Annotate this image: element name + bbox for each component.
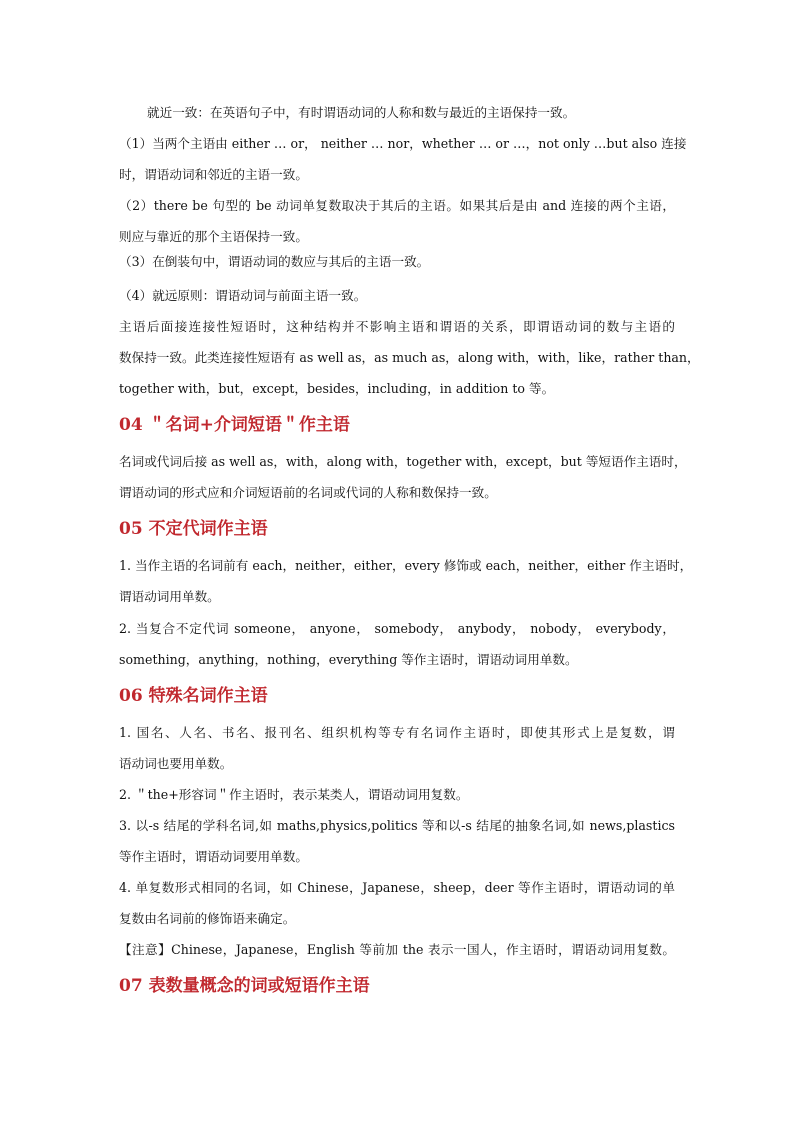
intro-line-7: （4）就远原则：谓语动词与前面主语一致。 — [119, 288, 367, 303]
section-05-line-3: 2. 当复合不定代词 someone， anyone， somebody， anybody， nobody， everybody， — [119, 621, 675, 636]
intro-line-6: （3）在倒装句中，谓语动词的数应与其后的主语一致。 — [119, 254, 430, 269]
section-06-line-7: 复数由名词前的修饰语来确定。 — [119, 911, 296, 926]
intro-line-8: 主语后面接连接性短语时，这种结构并不影响主语和谓语的关系，即谓语动词的数与主语的 — [119, 319, 675, 334]
section-05-line-4: something，anything，nothing，everything 等作主语时，谓语动词用单数。 — [119, 652, 578, 667]
section-06-line-3: 2. ＂the+形容词＂作主语时，表示某类人，谓语动词用复数。 — [119, 787, 469, 802]
intro-line-1: 就近一致：在英语句子中，有时谓语动词的人称和数与最近的主语保持一致。 — [147, 105, 576, 120]
section-06-heading: 06 特殊名词作主语 — [119, 686, 268, 706]
section-06-line-4: 3. 以-s 结尾的学科名词,如 maths,physics,politics 等和以-s 结尾的抽象名词,如 news,plastics — [119, 818, 675, 833]
section-07-heading: 07 表数量概念的词或短语作主语 — [119, 976, 370, 996]
intro-line-5: 则应与靠近的那个主语保持一致。 — [119, 229, 308, 244]
section-06-line-1: 1. 国名、人名、书名、报刊名、组织机构等专有名词作主语时，即使其形式上是复数，谓 — [119, 725, 675, 740]
intro-line-9: 数保持一致。此类连接性短语有 as well as，as much as，along with，with，like，rather than， — [119, 350, 700, 365]
section-04-heading: 04 ＂名词+介词短语＂作主语 — [119, 415, 350, 435]
section-05-heading: 05 不定代词作主语 — [119, 519, 268, 539]
section-04-line-1: 名词或代词后接 as well as，with，along with，together with，except，but 等短语作主语时， — [119, 454, 687, 469]
intro-line-2: （1）当两个主语由 either … or， neither … nor，whether … or …，not only …but also 连接 — [119, 136, 687, 151]
section-05-line-2: 谓语动词用单数。 — [119, 589, 220, 604]
intro-line-4: （2）there be 句型的 be 动词单复数取决于其后的主语。如果其后是由 and 连接的两个主语， — [119, 198, 675, 213]
section-05-line-1: 1. 当作主语的名词前有 each，neither，either，every 修饰或 each，neither，either 作主语时， — [119, 558, 693, 573]
section-06-note: 【注意】Chinese，Japanese，English 等前加 the 表示一国人，作主语时，谓语动词用复数。 — [119, 942, 675, 957]
intro-line-3: 时，谓语动词和邻近的主语一致。 — [119, 167, 308, 182]
section-06-line-2: 语动词也要用单数。 — [119, 756, 233, 771]
section-06-line-6: 4. 单复数形式相同的名词，如 Chinese，Japanese，sheep，deer 等作主语时，谓语动词的单 — [119, 880, 675, 895]
section-04-line-2: 谓语动词的形式应和介词短语前的名词或代词的人称和数保持一致。 — [119, 485, 497, 500]
section-06-line-5: 等作主语时，谓语动词要用单数。 — [119, 849, 308, 864]
intro-line-10: together with，but，except，besides，including，in addition to 等。 — [119, 381, 555, 396]
